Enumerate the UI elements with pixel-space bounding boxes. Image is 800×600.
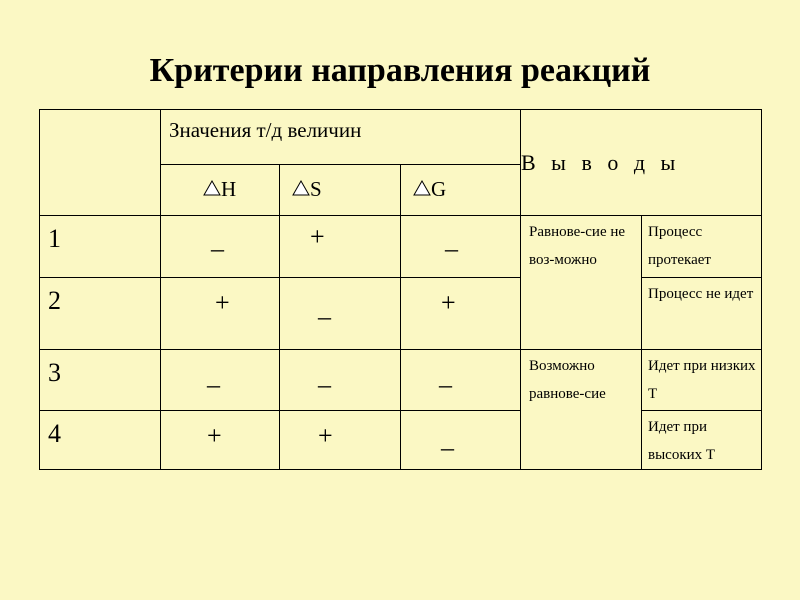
symbol-s: S [310,177,322,201]
sign-s: + [318,421,333,450]
page-title: Критерии направления реакций [149,52,651,89]
group-cell-1 [521,216,642,350]
row-number: 3 [48,358,61,387]
result-text: Идет при низких Т [648,358,756,402]
row-number: 1 [48,224,61,253]
group-2-text: Возможно равнове-сие [529,358,606,402]
sign-h: + [207,421,222,450]
row-number: 2 [48,286,61,315]
symbol-s-cell [280,165,401,216]
sign-s: – [318,302,331,331]
result-text: Идет при высоких Т [648,419,716,463]
symbol-h: H [221,177,237,201]
sign-h: – [207,370,220,399]
sign-s: – [318,370,331,399]
group-cell-2 [521,350,642,470]
table-row [40,411,762,470]
values-header-cell [161,110,521,165]
row-number: 4 [48,419,61,448]
sign-s: + [310,222,325,251]
symbol-g: G [431,177,447,201]
table-row [40,278,762,350]
conclusions-header: В ы в о д ы [521,149,681,175]
delta-icon [203,180,221,196]
sign-h: – [211,234,224,263]
sign-g: + [441,288,456,317]
sign-h: + [215,288,230,317]
table-row [40,216,762,278]
table-row [40,350,762,411]
sign-g: – [439,370,452,399]
criteria-table [39,109,762,470]
values-header: Значения т/д величин [169,118,362,142]
symbol-g-cell [401,165,521,216]
corner-cell [40,110,161,216]
table-header-row [40,110,762,165]
group-1-text: Равнове-сие не воз-можно [529,224,626,268]
conclusions-header-cell [521,110,762,216]
sign-g: – [445,234,458,263]
result-text: Процесс не идет [648,286,754,302]
delta-icon [292,180,310,196]
sign-g: – [441,433,454,462]
result-text: Процесс протекает [648,224,711,268]
symbol-h-cell [161,165,280,216]
delta-icon [413,180,431,196]
